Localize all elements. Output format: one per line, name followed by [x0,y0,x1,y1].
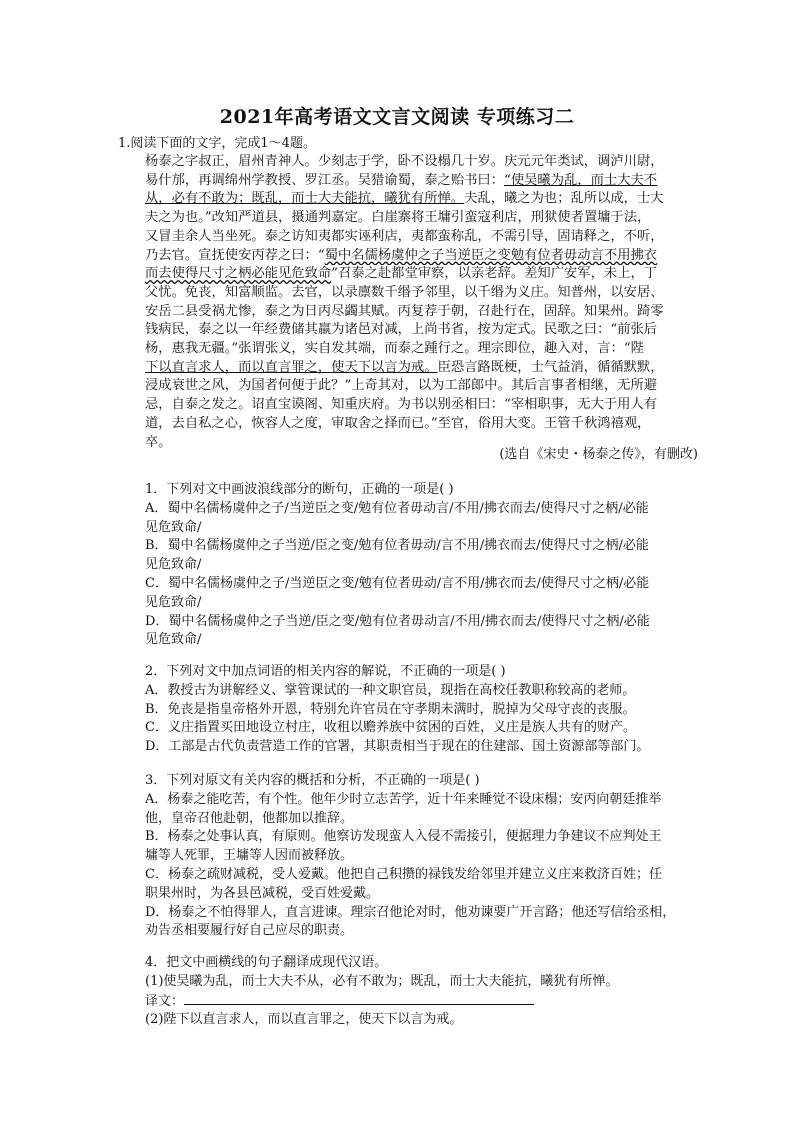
option-c-cont: 职果州时，为各县邑减税，受百姓爱戴。 [145,885,380,901]
option-b-cont: 墉等人死罪，王墉等人因而被释放。 [145,848,354,864]
passage-line: 而去使得尺寸之柄必能见危致命”召泰之赴都堂审察，以亲老辞。差知广安军，未上，丁 [145,266,658,282]
underlined-sentence-2: 下以直言求人，而以直言罪之，使天下以言为戒。 [145,359,438,375]
passage-line: 道，去自私之心，恢容人之度，审取舍之择而已。”至官，俗用大变。王管千秋鸿禧观， [145,415,651,431]
passage-line: 钱病民，泰之以一年经费储其羸为诸邑对减，上尚书省，按为定式。民歌之曰：“前张后 [145,322,658,338]
passage-line: 下以直言求人，而以直言罪之，使天下以言为戒。臣恐言路既梗，士气益消，循循默默， [145,359,664,375]
question-3 [145,772,705,941]
question-2 [145,663,705,757]
option-a-cont: 他，皇帝召他赴朝，他都加以推辞。 [145,810,354,826]
option-a: A．杨泰之能吃苦，有个性。他年少时立志苦学，近十年来睡觉不设床榻；安丙向朝廷推举 [145,791,662,807]
passage-line: 浸成衰世之风，为国者何便于此？”上奇其对，以为工部郎中。其后言事者相继，无所避 [145,378,658,394]
passage-line: 安岳二县受祸尤惨，泰之为日丙尽蠲其赋。丙复荐于朝，召赴行在，固辞。知果州。踦零 [145,303,664,319]
passage-line: 夫之为也。”改知严道县，摄通判嘉定。白崖寨将王墉引蛮寇利店，刑狱使者置墉于法， [145,210,651,226]
option-b: B．蜀中名儒杨虞仲之子当逆/臣之变/勉有位者毋动/言不用/拂衣而去/使得尺寸之柄/必能 [145,538,649,554]
passage-line: 杨，惠我无疆。”张谓张义，实自发其端，而泰之踵行之。理宗即位，趣入对，言：“陛 [145,341,644,357]
passage-line: 忌，自泰之发之。诏直宝谟阁、知重庆府。为书以别丞相曰：“宰相职事，无大于用人有 [145,397,658,413]
wavy-underlined-text: 蜀中名儒杨虞仲之子当逆臣之变勉有位者毋动言不用拂衣 [324,247,658,263]
passage-line: 易什邡，再调绵州学教授、罗江丞。吴猎谕蜀，泰之贻书曰：“使吴曦为乱，而士大夫不 [145,172,658,188]
option-d: D．杨泰之不怕得罪人，直言进谏。理宗召他论对时，他劝谏要广开言路；他还写信给丞相， [145,904,676,920]
underlined-sentence-1-cont: 从，必有不敢为；既乱，而士大夫能抗，曦犹有所惮。 [145,191,465,207]
passage-line: 父忧。免丧，知富顺监。去官，以录廪数千缗予邻里，以千缗为义庄。知普州，以安居、 [145,284,664,300]
passage-line: 杨泰之字叔正，眉州青神人。少刻志于学，卧不设榻几十岁。庆元元年类试，调泸川尉， [145,154,664,169]
underlined-sentence-1: “使吴曦为乱，而士大夫不 [504,172,658,188]
option-d-cont: 劝告丞相要履行好自己应尽的职责。 [145,923,354,939]
translation-label: 译文： [145,993,185,1009]
question-stem: 4．把文中画横线的句子翻译成现代汉语。 [145,955,388,970]
option-d: D．蜀中名儒杨虞仲之子当逆/臣之变/勉有位者毋动言/不用/拂衣而去/使得尺寸之柄/必能 [145,613,650,629]
question-stem: 1．下列对文中画波浪线部分的断句，正确的一项是( ) [145,482,454,497]
passage-line: 乃去官。宣抚使安丙荐之曰：“蜀中名儒杨虞仲之子当逆臣之变勉有位者毋动言不用拂衣 [145,247,658,263]
option-b: B．杨泰之处事认真，有原则。他察访发现蛮人入侵不需接引，便据理力争建议不应判处王 [145,829,662,845]
option-c: C．杨泰之疏财减税，受人爱戴。他把自己积攒的禄钱发给邻里并建立义庄来救济百姓；任 [145,866,662,882]
passage-line: 又冒圭余人当坐死。泰之访知夷都实诬利店，夷都蛮称乱，不需引导，固请释之，不听， [145,228,664,244]
question-1 [145,481,705,650]
option-c: C．义庄指置买田地设立村庄，收租以赡养族中贫困的百姓，义庄是族人共有的财产。 [145,720,636,736]
translation-row [145,992,705,1012]
wavy-underlined-text-cont: 而去使得尺寸之柄必能见危致命 [145,266,332,282]
passage-line: 从，必有不敢为；既乱，而士大夫能抗，曦犹有所惮。夫乱，曦之为也；乱所以成，士大 [145,191,664,207]
source-citation: (选自《宋史・杨泰之传》，有删改) [499,447,698,462]
option-d: D．工部是古代负责营造工作的官署，其职责相当于现在的住建部、国土资源部等部门。 [145,739,650,755]
option-a: A．教授古为讲解经义、掌管课试的一种文职官员，现指在高校任教职称较高的老师。 [145,682,636,698]
question-4 [145,954,705,1030]
option-a: A．蜀中名儒杨虞仲之子/当逆臣之变/勉有位者毋动言/不用/拂衣而去/使得尺寸之柄/必能 [145,500,649,516]
translation-answer-line[interactable] [184,992,534,1005]
classical-passage [145,153,705,452]
option-c-cont: 见危致命/ [145,594,202,610]
sentence-1: (1)使吴曦为乱，而士大夫不从，必有不敢为；既乱，而士大夫能抗，曦犹有所惮。 [145,973,619,989]
option-d-cont: 见危致命/ [145,632,202,648]
question-intro: 1.阅读下面的文字，完成1～4题。 [118,136,316,151]
option-b: B．免丧是指皇帝格外开恩，特别允许官员在守孝期未满时，脱掉为父母守丧的丧服。 [145,701,636,717]
page-title: 2021年高考语文文言文阅读 专项练习二 [219,106,575,128]
question-stem: 2．下列对文中加点词语的相关内容的解说，不正确的一项是( ) [145,664,506,679]
sentence-2: (2)陛下以直言求人，而以直言罪之，使天下以言为戒。 [145,1012,463,1028]
option-a-cont: 见危致命/ [145,519,202,535]
option-c: C．蜀中名儒杨虞仲之子/当逆臣之变/勉有位者毋动/言不用/拂衣而去/使得尺寸之柄/必能 [145,575,650,591]
option-b-cont: 见危致命/ [145,557,202,573]
question-stem: 3．下列对原文有关内容的概括和分析，不正确的一项是( ) [145,773,480,788]
passage-line: 卒。 [145,434,172,450]
